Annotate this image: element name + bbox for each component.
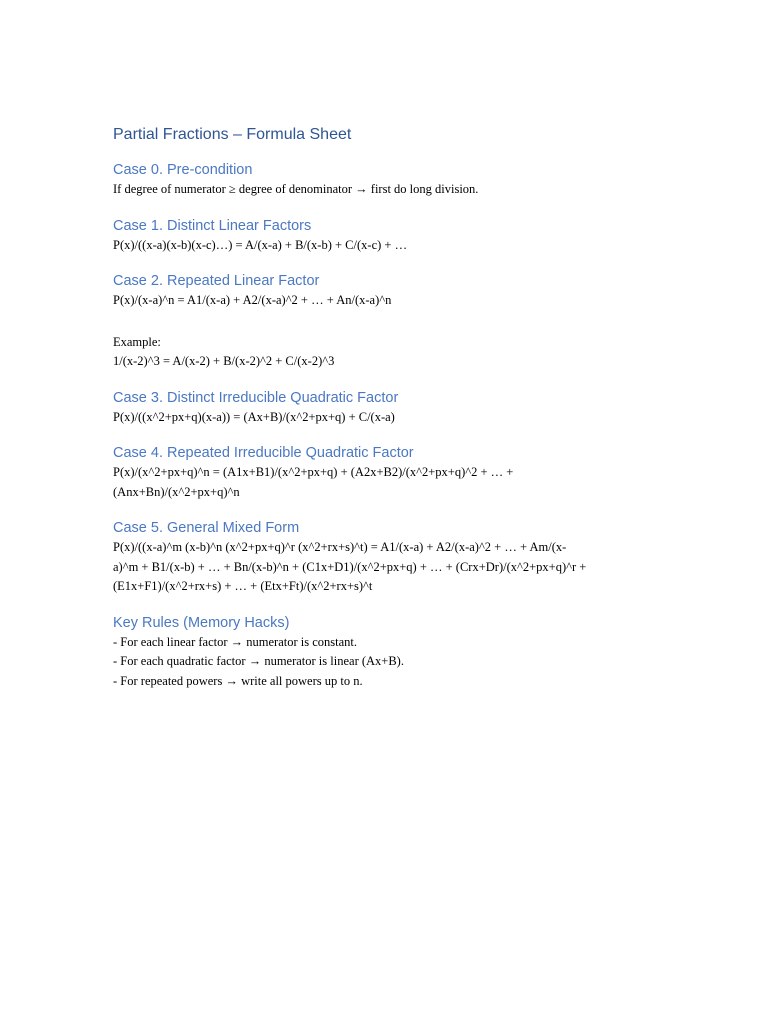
section-case-4 — [113, 443, 658, 502]
section-heading: Case 4. Repeated Irreducible Quadratic Factor — [113, 445, 414, 461]
section-heading: Case 5. General Mixed Form — [113, 520, 300, 536]
rule-item: - For each linear factor → numerator is constant. — [113, 634, 358, 649]
formula-line: P(x)/((x^2+px+q)(x-a)) = (Ax+B)/(x^2+px+q) + C/(x-a) — [113, 409, 395, 424]
section-case-5 — [113, 518, 658, 597]
formula-line: (E1x+F1)/(x^2+rx+s) + … + (Etx+Ft)/(x^2+rx+s)^t — [113, 579, 373, 593]
section-case-3 — [113, 388, 658, 428]
example-formula: 1/(x-2)^3 = A/(x-2) + B/(x-2)^2 + C/(x-2)^3 — [113, 354, 335, 368]
rule-item: - For each quadratic factor → numerator is linear (Ax+B). — [113, 654, 404, 668]
section-case-0 — [113, 160, 658, 200]
formula-line: P(x)/(x-a)^n = A1/(x-a) + A2/(x-a)^2 + … + An/(x-a)^n — [113, 293, 392, 307]
section-key-rules — [113, 613, 658, 692]
section-case-1 — [113, 216, 658, 256]
section-heading: Case 0. Pre-condition — [113, 162, 253, 178]
formula-line: (Anx+Bn)/(x^2+px+q)^n — [113, 484, 240, 499]
document-page — [113, 124, 658, 707]
formula-line: P(x)/(x^2+px+q)^n = (A1x+B1)/(x^2+px+q) + (A2x+B2)/(x^2+px+q)^2 + … + — [113, 465, 514, 479]
section-case-2 — [113, 271, 658, 372]
section-heading: Case 1. Distinct Linear Factors — [113, 217, 312, 234]
section-heading: Case 3. Distinct Irreducible Quadratic Factor — [113, 389, 399, 406]
formula-line: a)^m + B1/(x-b) + … + Bn/(x-b)^n + (C1x+D1)/(x^2+px+q) + … + (Crx+Dr)/(x^2+px+q)^r + — [113, 559, 587, 574]
spacer — [113, 311, 658, 333]
rule-item: - For repeated powers → write all powers up to n. — [113, 673, 363, 688]
formula-line: P(x)/((x-a)^m (x-b)^n (x^2+px+q)^r (x^2+rx+s)^t) = A1/(x-a) + A2/(x-a)^2 + … + Am/(x- — [113, 540, 567, 554]
section-heading: Key Rules (Memory Hacks) — [113, 614, 290, 631]
section-heading: Case 2. Repeated Linear Factor — [113, 273, 320, 289]
formula-line: P(x)/((x-a)(x-b)(x-c)…) = A/(x-a) + B/(x-b) + C/(x-c) + … — [113, 237, 408, 252]
document-title: Partial Fractions – Formula Sheet — [113, 126, 352, 143]
formula-line: If degree of numerator ≥ degree of denominator → first do long division. — [113, 182, 479, 196]
example-label: Example: — [113, 334, 161, 349]
